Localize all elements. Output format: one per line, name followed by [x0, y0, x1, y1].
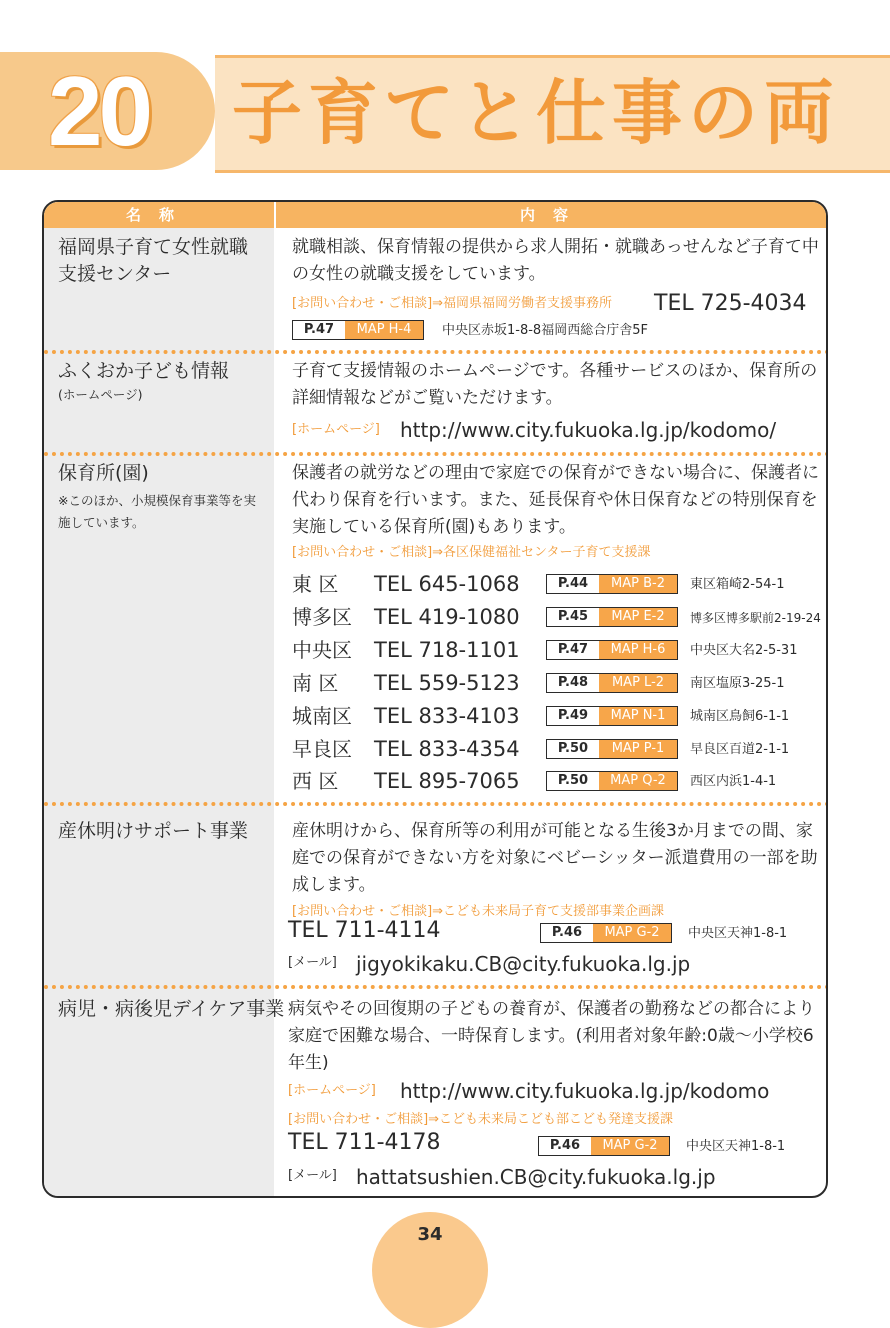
- page-map-ref: [546, 739, 678, 759]
- row-name: 福岡県子育て女性就職支援センター: [58, 236, 249, 285]
- phone-number: TEL 711-4114: [288, 918, 441, 943]
- page-map-ref: [540, 923, 672, 943]
- ward-name: 西 区: [292, 769, 339, 793]
- ward-phone: TEL 559-5123: [374, 671, 520, 695]
- page-map-ref: [538, 1136, 670, 1156]
- page-map-ref: [546, 607, 678, 627]
- page-ref: P.50: [557, 773, 589, 788]
- row-divider: [44, 452, 828, 456]
- mail-address[interactable]: jigyokikaku.CB@city.fukuoka.lg.jp: [356, 952, 691, 976]
- mail-address[interactable]: hattatsushien.CB@city.fukuoka.lg.jp: [356, 1165, 716, 1189]
- row-divider: [44, 985, 828, 989]
- row-name: 産休明けサポート事業: [58, 820, 249, 842]
- row-name-note: ※このほか、小規模保育事業等を実施しています。: [58, 493, 256, 530]
- row-description: 病気やその回復期の子どもの養育が、保護者の勤務などの都合により家庭で困難な場合、一時保育します。(利用者対象年齢:0歳〜小学校6年生): [288, 999, 815, 1073]
- ward-address: 西区内浜1-4-1: [690, 774, 777, 789]
- ward-phone: TEL 895-7065: [374, 769, 520, 793]
- page-ref: P.49: [557, 708, 589, 723]
- ward-phone: TEL 718-1101: [374, 638, 520, 662]
- page-map-ref: [292, 320, 424, 340]
- page-ref: P.47: [557, 642, 589, 657]
- map-ref: MAP B-2: [599, 575, 677, 593]
- homepage-label: [ホームページ]: [292, 422, 380, 437]
- ward-name: 博多区: [292, 605, 352, 629]
- row-name: 保育所(園): [58, 462, 149, 484]
- page-ref: P.47: [303, 322, 335, 337]
- map-ref: MAP Q-2: [599, 772, 677, 790]
- page-ref: P.46: [551, 925, 583, 940]
- map-ref: MAP H-6: [599, 641, 677, 659]
- page-map-ref: [546, 574, 678, 594]
- ward-address: 東区箱崎2-54-1: [690, 577, 785, 592]
- page-ref: P.44: [557, 576, 589, 591]
- homepage-url[interactable]: http://www.city.fukuoka.lg.jp/kodomo: [400, 1079, 770, 1103]
- page-number: 34: [417, 1224, 443, 1245]
- chapter-title: 子育てと仕事の両: [232, 72, 840, 154]
- mail-label: [メール]: [288, 1168, 337, 1183]
- row-divider: [44, 350, 828, 354]
- page-ref: P.45: [557, 609, 589, 624]
- row-description: 子育て支援情報のホームページです。各種サービスのほか、保育所の詳細情報などがご覧いただけます。: [292, 361, 818, 408]
- map-ref: MAP E-2: [599, 608, 677, 626]
- contact-label: [お問い合わせ・ご相談]⇒福岡県福岡労働者支援事務所: [292, 296, 613, 311]
- ward-name: 城南区: [292, 704, 352, 728]
- page-map-ref: [546, 673, 678, 693]
- map-ref: MAP N-1: [599, 707, 677, 725]
- ward-name: 早良区: [292, 737, 352, 761]
- address: 中央区天神1-8-1: [688, 926, 788, 941]
- column-header-content: 内容: [276, 202, 828, 228]
- page-map-ref: [546, 771, 678, 791]
- ward-phone: TEL 833-4103: [374, 704, 520, 728]
- row-name: 病児・病後児デイケア事業: [58, 998, 285, 1020]
- contact-label: [お問い合わせ・ご相談]⇒各区保健福祉センター子育て支援課: [292, 545, 651, 560]
- row-name: ふくおか子ども情報: [58, 360, 230, 382]
- chapter-number: 20: [48, 56, 150, 166]
- mail-label: [メール]: [288, 955, 337, 970]
- row-description: 保護者の就労などの理由で家庭での保育ができない場合に、保護者に代わり保育を行います。また、延長保育や休日保育などの特別保育を実施している保育所(園)もあります。: [292, 463, 819, 537]
- ward-name: 中央区: [292, 638, 352, 662]
- ward-name: 東 区: [292, 572, 339, 596]
- map-ref: MAP H-4: [345, 321, 423, 339]
- phone-number: TEL 711-4178: [288, 1130, 441, 1155]
- row-description: 就職相談、保育情報の提供から求人開拓・就職あっせんなど子育て中の女性の就職支援をしています。: [292, 237, 819, 284]
- info-table: [42, 200, 828, 1198]
- row-description: 産休明けから、保育所等の利用が可能となる生後3か月までの間、家庭での保育ができない方を対象にベビーシッター派遣費用の一部を助成します。: [292, 821, 818, 895]
- ward-address: 城南区鳥飼6-1-1: [690, 709, 790, 724]
- address: 中央区赤坂1-8-8福岡西総合庁舎5F: [442, 323, 648, 338]
- ward-name: 南 区: [292, 671, 339, 695]
- row-name-note: (ホームページ): [58, 387, 143, 402]
- contact-label: [お問い合わせ・ご相談]⇒こども未来局子育て支援部事業企画課: [292, 904, 665, 919]
- ward-phone: TEL 833-4354: [374, 737, 520, 761]
- page-ref: P.46: [549, 1138, 581, 1153]
- ward-address: 中央区大名2-5-31: [690, 643, 798, 658]
- homepage-label: [ホームページ]: [288, 1083, 376, 1098]
- ward-address: 早良区百道2-1-1: [690, 742, 790, 757]
- map-ref: MAP P-1: [599, 740, 677, 758]
- row-divider: [44, 802, 828, 806]
- page-ref: P.50: [557, 741, 589, 756]
- phone-number: TEL 725-4034: [654, 291, 807, 316]
- ward-phone: TEL 419-1080: [374, 605, 520, 629]
- ward-phone: TEL 645-1068: [374, 572, 520, 596]
- page-ref: P.48: [557, 675, 589, 690]
- contact-label: [お問い合わせ・ご相談]⇒こども未来局こども部こども発達支援課: [288, 1112, 674, 1127]
- ward-address: 博多区博多駅前2-19-24: [690, 611, 821, 625]
- column-header-name: 名称: [44, 202, 274, 228]
- map-ref: MAP L-2: [599, 674, 677, 692]
- address: 中央区天神1-8-1: [686, 1139, 786, 1154]
- page-map-ref: [546, 640, 678, 660]
- homepage-url[interactable]: http://www.city.fukuoka.lg.jp/kodomo/: [400, 418, 777, 442]
- map-ref: MAP G-2: [591, 1137, 669, 1155]
- map-ref: MAP G-2: [593, 924, 671, 942]
- ward-address: 南区塩原3-25-1: [690, 676, 785, 691]
- page-map-ref: [546, 706, 678, 726]
